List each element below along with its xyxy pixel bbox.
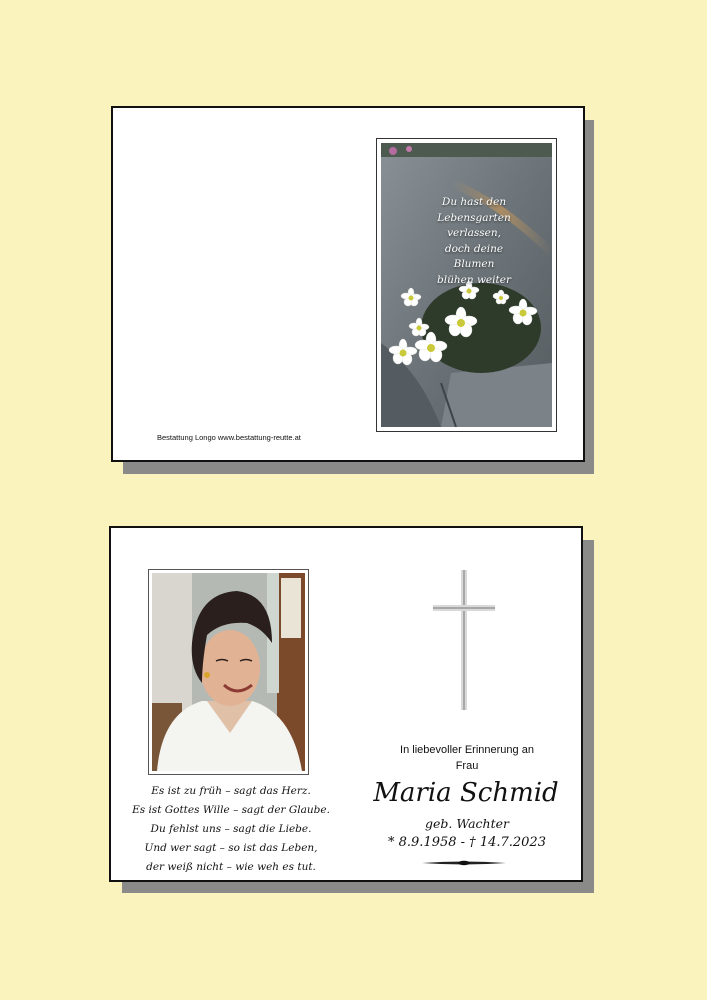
portrait-frame [148,569,309,775]
card-inside [109,526,583,882]
funeral-home-imprint: Bestattung Longo www.bestattung-reutte.at [157,433,301,442]
memory-caption [347,742,587,774]
quote-line: Es ist zu früh – sagt das Herz. [151,785,311,797]
flower-rock-photo [381,143,552,427]
salutation: Frau [455,760,479,772]
photo-poem-line: blühen weiter [437,273,511,286]
quote-line: Und wer sagt – so ist das Leben, [144,842,318,854]
quote-line: der weiß nicht – wie weh es tut. [146,861,316,873]
cross-icon [433,570,495,710]
photo-poem [419,195,529,288]
woman-portrait-image [152,573,305,771]
life-dates: * 8.9.1958 - † 14.7.2023 [388,835,546,850]
quote-line: Du fehlst uns – sagt die Liebe. [150,823,312,835]
photo-poem-line: Blumen [453,258,495,270]
memory-line: In liebevoller Erinnerung an [400,744,534,756]
photo-poem-line: verlassen, [447,227,501,239]
card-back-side [111,106,585,462]
maiden-name: geb. Wachter [424,816,509,831]
portrait-photo [152,573,305,771]
photo-poem-line: Du hast den [441,196,507,208]
farewell-quote [131,782,331,877]
deceased-name: Maria Schmid [373,778,559,808]
divider-ornament-icon [422,860,506,866]
quote-line: Es ist Gottes Wille – sagt der Glaube. [132,804,330,816]
photo-poem-line: doch deine [444,242,504,255]
flower-photo-frame [376,138,557,432]
photo-poem-line: Lebensgarten [437,211,511,224]
